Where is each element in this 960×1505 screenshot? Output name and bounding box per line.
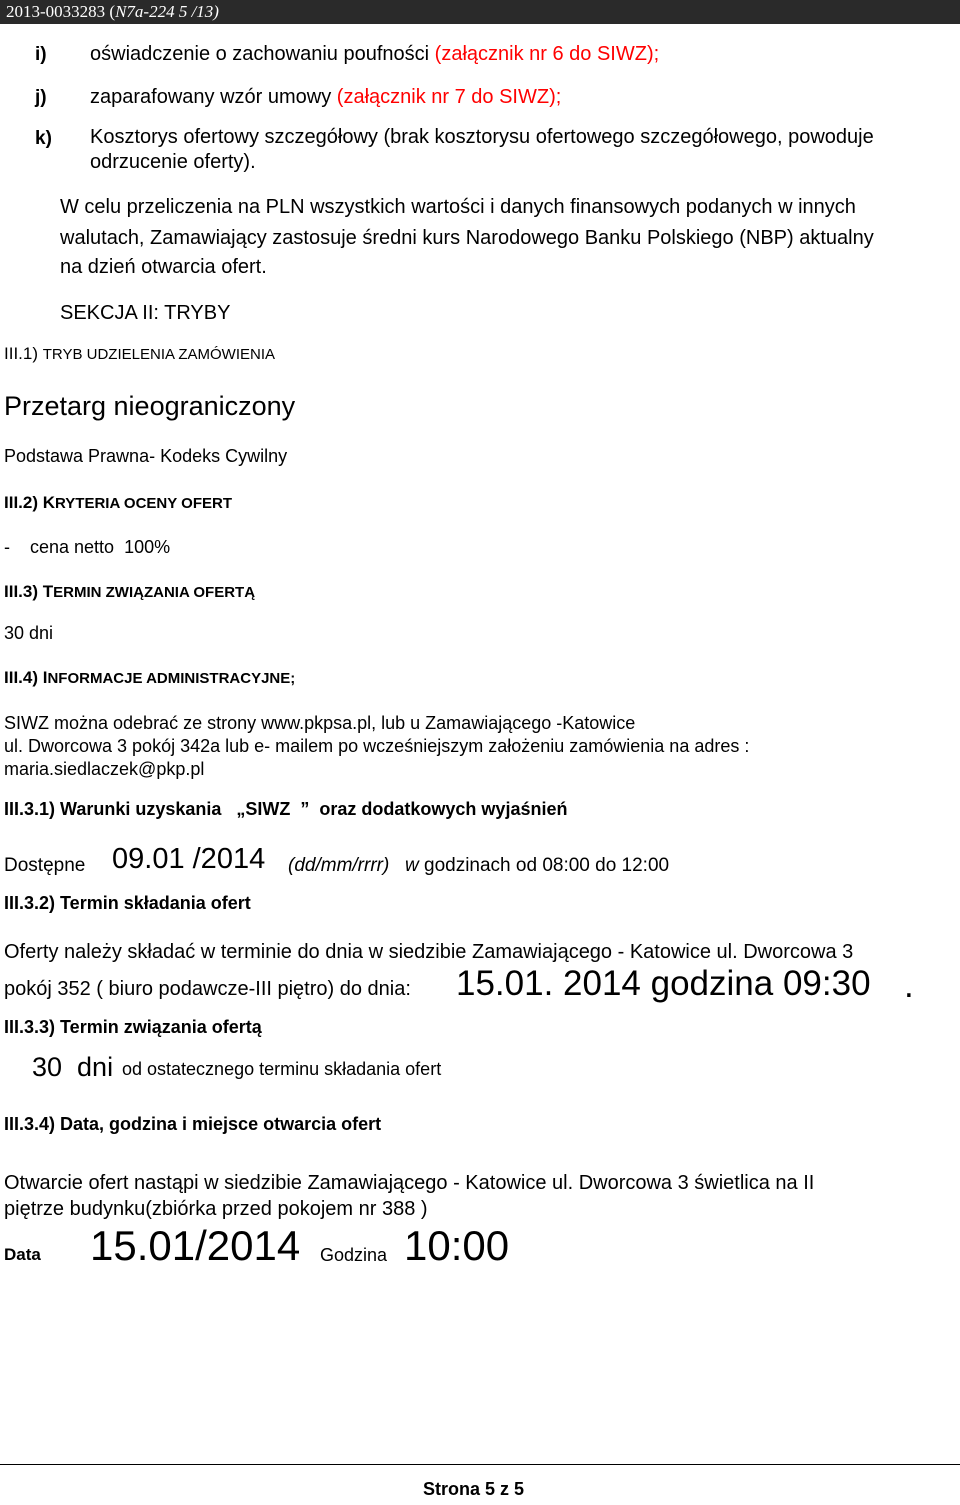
legal-basis: Podstawa Prawna- Kodeks Cywilny: [4, 446, 288, 466]
section-33-number: III.3) T: [4, 582, 54, 601]
list-item-j-text: zaparafowany wzór umowy: [90, 86, 337, 108]
section-331-title: III.3.1) Warunki uzyskania „SIWZ ” oraz dodatkowych wyjaśnień: [4, 799, 568, 819]
list-marker-k: k): [35, 128, 52, 149]
siwz-info-line1: SIWZ można odebrać ze strony www.pkpsa.pl, lub u Zamawiającego -Katowice: [4, 713, 636, 733]
available-label: Dostępne: [4, 855, 86, 876]
procurement-mode: Przetarg nieograniczony: [4, 391, 296, 421]
binding-days: 30 dni: [32, 1052, 114, 1082]
currency-paragraph-line2: walutach, Zamawiający zastosuje średni kurs Narodowego Banku Polskiego (NBP) aktualny: [60, 227, 874, 249]
section-34-number: III.4) I: [4, 668, 48, 687]
opening-time: 10:00: [404, 1222, 510, 1269]
available-w: w: [405, 855, 419, 876]
list-item-j: [90, 86, 561, 109]
binding-period: 30 dni: [4, 623, 54, 643]
submission-line2-prefix: pokój 352 ( biuro podawcze-III piętro) do dnia:: [4, 978, 411, 1000]
siwz-info-email: maria.siedlaczek@pkp.pl: [4, 759, 205, 779]
submission-line1: Oferty należy składać w terminie do dnia w siedzibie Zamawiającego - Katowice ul. Dworcowa 3: [4, 941, 854, 963]
section-32-heading: [4, 493, 232, 513]
list-item-j-ref: (załącznik nr 7 do SIWZ);: [336, 86, 562, 108]
available-date: 09.01 /2014: [112, 843, 266, 875]
section-334-title: III.3.4) Data, godzina i miejsce otwarcia ofert: [4, 1114, 382, 1134]
currency-paragraph-line3: na dzień otwarcia ofert.: [60, 256, 267, 278]
section-title: SEKCJA II: TRYBY: [60, 302, 231, 324]
binding-days-rest: od ostatecznego terminu składania ofert: [122, 1059, 442, 1079]
opening-godzina-label: Godzina: [320, 1245, 388, 1265]
list-item-i-ref: (załącznik nr 6 do SIWZ);: [434, 43, 660, 65]
doc-ref: N7a-224 5 /13): [115, 2, 219, 21]
section-33-heading: [4, 582, 255, 602]
siwz-info-line2: ul. Dworcowa 3 pokój 342a lub e- mailem po wcześniejszym założeniu zamówienia na adres :: [4, 736, 750, 756]
section-32-title: RYTERIA OCENY OFERT: [55, 495, 232, 512]
list-item-k-line2: odrzucenie oferty).: [90, 151, 256, 173]
submission-deadline: 15.01. 2014 godzina 09:30: [456, 964, 871, 1003]
opening-line1: Otwarcie ofert nastąpi w siedzibie Zamawiającego - Katowice ul. Dworcowa 3 świetlica na II: [4, 1172, 815, 1194]
section-33-title: ERMIN ZWIĄZANIA OFERTĄ: [53, 584, 256, 601]
list-item-i: [90, 43, 659, 66]
header-text: [6, 2, 219, 22]
date-format: (dd/mm/rrrr): [288, 855, 390, 876]
page-number: Strona 5 z 5: [423, 1479, 525, 1499]
list-item-i-text: oświadczenie o zachowaniu poufności: [90, 43, 435, 65]
opening-date: 15.01/2014: [90, 1222, 301, 1269]
list-item-k-line1: Kosztorys ofertowy szczegółowy (brak kosztorysu ofertowego szczegółowego, powoduje: [90, 126, 874, 148]
section-332-title: III.3.2) Termin składania ofert: [4, 893, 251, 913]
section-32-number: III.2) K: [4, 493, 56, 512]
list-marker-i: i): [35, 44, 47, 65]
list-marker-j: j): [35, 87, 47, 108]
section-34-title: NFORMACJE ADMINISTRACYJNE;: [47, 670, 296, 687]
footer-divider: [0, 1464, 960, 1465]
submission-deadline-dot: .: [904, 966, 914, 1005]
section-31-number: III.1): [4, 344, 43, 363]
criterion-price: - cena netto 100%: [4, 537, 171, 557]
document-header: [0, 0, 960, 24]
currency-paragraph-line1: W celu przeliczenia na PLN wszystkich wartości i danych finansowych podanych w innych: [60, 196, 856, 218]
available-hours: godzinach od 08:00 do 12:00: [424, 855, 670, 876]
section-333-title: III.3.3) Termin związania ofertą: [4, 1017, 262, 1037]
section-31-heading: [4, 344, 275, 364]
section-34-heading: [4, 668, 295, 688]
opening-line2: piętrze budynku(zbiórka przed pokojem nr 388 ): [4, 1198, 428, 1220]
opening-data-label: Data: [4, 1245, 41, 1264]
doc-id: 2013-0033283 (: [6, 2, 116, 21]
section-31-title: TRYB UDZIELENIA ZAMÓWIENIA: [42, 346, 275, 363]
